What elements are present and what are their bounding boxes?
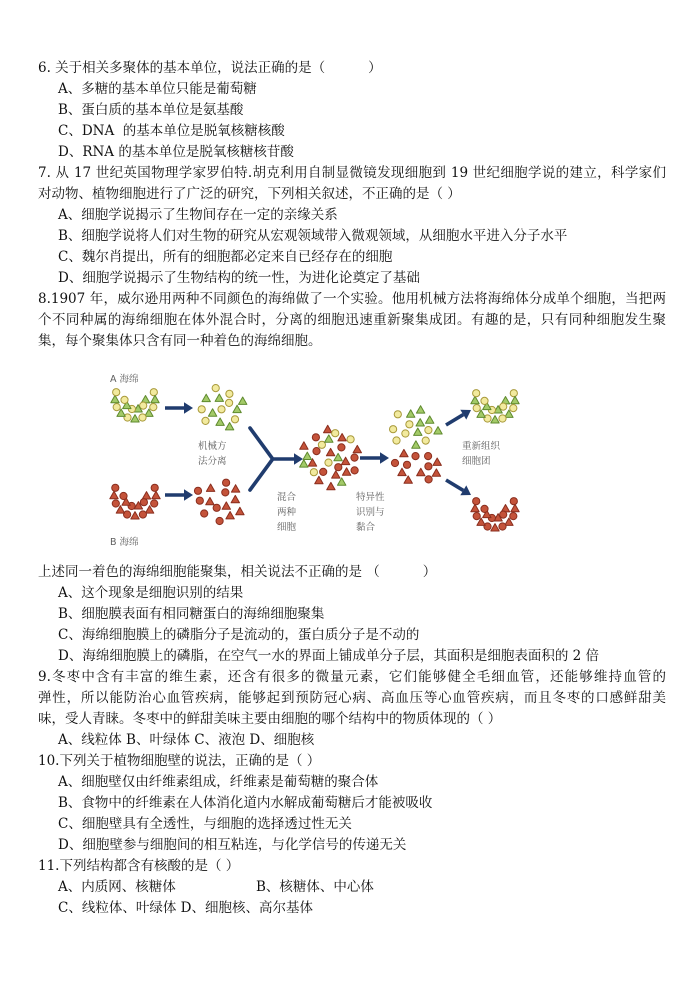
- q8-option-c: C、海绵细胞膜上的磷脂分子是流动的，蛋白质分子是不动的: [58, 627, 420, 643]
- q10-option-c: C、细胞壁具有全透性，与细胞的选择透过性无关: [58, 816, 352, 832]
- cell-triangle: [206, 484, 214, 491]
- sponge-aggregation-diagram: [0, 352, 696, 562]
- arrow-merge-a: [250, 428, 272, 458]
- cell-triangle: [111, 395, 119, 402]
- cell-circle: [223, 479, 230, 486]
- q11-option-a: A、内质网、核糖体: [58, 879, 176, 895]
- q11-options-row-2: [0, 898, 696, 919]
- q8-stem-line-1: 8.1907 年，威尔逊用两种不同颜色的海绵做了一个实验。他用机械方法将海绵体分成单个细胞，当把两: [38, 291, 666, 307]
- cell-circle: [422, 437, 429, 444]
- label-mix-3: 细胞: [277, 522, 297, 533]
- cell-triangle: [233, 405, 241, 412]
- cell-circle: [390, 426, 397, 433]
- cell-triangle: [433, 458, 441, 465]
- cell-triangle: [300, 442, 308, 449]
- q7-option-c: C、魏尔肖提出，所有的细胞都必定来自已经存在的细胞: [58, 249, 393, 265]
- sponge-b-intact: [110, 484, 160, 519]
- arrow-head: [380, 452, 389, 464]
- q8-option-d: D、海绵细胞膜上的磷脂，在空气一水的界面上铺成单分子层，其面积是细胞表面积的 2 倍: [58, 648, 599, 664]
- q9-option-c: C、液泡: [194, 732, 246, 748]
- cell-triangle: [327, 482, 335, 489]
- q8-option-b: B、细胞膜表面有相同糖蛋白的海绵细胞聚集: [58, 606, 325, 622]
- cell-triangle: [326, 448, 334, 455]
- cell-circle: [124, 511, 131, 518]
- cell-triangle: [414, 428, 422, 435]
- cell-triangle: [303, 452, 311, 459]
- cell-circle: [403, 461, 410, 468]
- cell-circle: [338, 444, 345, 451]
- q6-option-d: D、RNA 的基本单位是脱氧核糖核苷酸: [58, 144, 294, 160]
- cell-triangle: [315, 476, 323, 483]
- cell-triangle: [225, 423, 233, 430]
- cell-circle: [425, 427, 432, 434]
- cell-circle: [325, 459, 332, 466]
- diagram-marks: [110, 385, 519, 532]
- sponge-b-reaggregating: [391, 449, 441, 483]
- cell-triangle: [412, 441, 420, 448]
- cell-triangle: [152, 491, 160, 498]
- cell-circle: [500, 403, 507, 410]
- arrow-shaft: [446, 480, 463, 490]
- cell-triangle: [110, 491, 118, 498]
- cell-triangle: [426, 416, 434, 423]
- cell-circle: [112, 484, 119, 491]
- q7-stem-line-2: 对动物、植物细胞进行了广泛的研究，下列相关叙述，不正确的是（ ）: [38, 186, 461, 202]
- arrow-head: [184, 402, 193, 414]
- cell-circle: [139, 511, 146, 518]
- cell-circle: [222, 489, 229, 496]
- cell-circle: [196, 497, 203, 504]
- cell-circle: [510, 390, 517, 397]
- cell-circle: [332, 430, 339, 437]
- cell-triangle: [416, 406, 424, 413]
- cell-triangle: [398, 468, 406, 475]
- cell-circle: [140, 402, 147, 409]
- cell-triangle: [342, 468, 350, 475]
- cell-circle: [150, 389, 157, 396]
- cell-triangle: [407, 410, 415, 417]
- q8-sub-stem: 上述同一着色的海绵细胞能聚集，相关说法不正确的是 （ ）: [38, 564, 437, 580]
- cell-circle: [320, 468, 327, 475]
- cell-circle: [425, 476, 432, 483]
- cell-circle: [481, 505, 488, 512]
- label-sponge-b: B 海绵: [110, 537, 139, 548]
- sponge-b-dissociated: [194, 479, 244, 524]
- label-mechanical-separation-1: 机械方: [198, 441, 227, 452]
- cell-circle: [406, 421, 413, 428]
- q7-option-a: A、细胞学说揭示了生物间存在一定的亲缘关系: [58, 207, 338, 223]
- cell-triangle: [491, 524, 499, 531]
- cell-circle: [425, 453, 432, 460]
- arrow-merge-b: [250, 460, 272, 490]
- q7-stem-line-1: 7. 从 17 世纪英国物理学家罗伯特.胡克利用自制显微镜发现细胞到 19 世纪细胞学说的建立，科学家们: [38, 165, 666, 181]
- cell-circle: [351, 454, 358, 461]
- cell-circle: [139, 414, 146, 421]
- cell-circle: [412, 453, 419, 460]
- arrow-head: [184, 489, 193, 501]
- cell-circle: [393, 437, 400, 444]
- cell-triangle: [404, 476, 412, 483]
- q10-option-d: D、细胞壁参与细胞间的相互粘连，与化学信号的传递无关: [58, 837, 407, 853]
- sponge-experiment-figure: [0, 352, 696, 562]
- cell-triangle: [416, 419, 424, 426]
- cell-triangle: [417, 468, 425, 475]
- q11-option-c: C、线粒体、叶绿体: [58, 900, 177, 916]
- cell-triangle: [332, 471, 340, 478]
- cell-triangle: [334, 453, 342, 460]
- cell-circle: [231, 416, 238, 423]
- cell-circle: [150, 404, 157, 411]
- cell-circle: [201, 510, 208, 517]
- q6-option-a: A、多糖的基本单位只能是葡萄糖: [58, 81, 257, 97]
- cell-triangle: [222, 502, 230, 509]
- label-recognition-2: 识别与: [356, 507, 385, 518]
- cell-circle: [473, 390, 480, 397]
- label-mix-1: 混合: [277, 492, 297, 503]
- cell-circle: [140, 499, 147, 506]
- cell-triangle: [215, 394, 223, 401]
- cell-circle: [473, 405, 480, 412]
- cell-triangle: [239, 397, 247, 404]
- cell-circle: [481, 397, 488, 404]
- cell-circle: [510, 513, 517, 520]
- cell-triangle: [226, 512, 234, 519]
- cell-circle: [216, 517, 223, 524]
- cell-triangle: [131, 415, 139, 422]
- cell-circle: [310, 469, 317, 476]
- q8-stem-line-3: 集，每个聚集体只含有同一种着色的海绵细胞。: [38, 333, 322, 349]
- cell-triangle: [151, 395, 159, 402]
- diagram-labels: [110, 373, 501, 548]
- q6-option-b: B、蛋白质的基本单位是氨基酸: [58, 102, 244, 118]
- arrow-dissociate-a: [165, 402, 193, 414]
- q8-stem-line-2: 个不同种属的海绵细胞在体外混合时，分离的细胞迅速重新聚集成团。有趣的是，只有同种细胞发生聚: [38, 312, 666, 328]
- arrow-mix: [271, 453, 303, 465]
- cell-triangle: [434, 427, 442, 434]
- cell-circle: [113, 389, 120, 396]
- q9-option-b: B、叶绿体: [126, 732, 190, 748]
- cell-triangle: [511, 396, 519, 403]
- cell-triangle: [353, 445, 361, 452]
- label-reorganize-1: 重新组织: [462, 441, 501, 452]
- q9-option-a: A、线粒体: [58, 732, 122, 748]
- cell-triangle: [236, 507, 244, 514]
- cell-triangle: [325, 435, 333, 442]
- mixed-cells: [300, 425, 362, 490]
- cell-circle: [218, 406, 225, 413]
- label-mix-2: 两种: [277, 507, 297, 518]
- label-recognition-3: 黏合: [356, 522, 376, 533]
- cell-triangle: [471, 396, 479, 403]
- cell-circle: [113, 404, 120, 411]
- label-recognition-1: 特异性: [356, 492, 385, 503]
- q11-options-row-1: [0, 877, 696, 898]
- label-mechanical-separation-2: 法分离: [198, 456, 227, 467]
- cell-circle: [391, 459, 398, 466]
- q9-stem-line-2: 弹性，所以能防治心血管疾病，能够起到预防冠心病、高血压等心血管疾病，而且冬枣的口感鲜甜美: [38, 690, 666, 706]
- cell-triangle: [491, 416, 499, 423]
- cell-triangle: [338, 434, 346, 441]
- cell-circle: [202, 417, 209, 424]
- cell-triangle: [432, 469, 440, 476]
- arrow-dissociate-b: [165, 489, 193, 501]
- cell-circle: [402, 430, 409, 437]
- cell-circle: [151, 500, 158, 507]
- cell-circle: [473, 498, 480, 505]
- sponge-a-reorganized: [471, 390, 519, 423]
- cell-circle: [473, 513, 480, 520]
- q9-stem-line-3: 味，受人青睐。冬枣中的鲜甜美味主要由细胞的哪个结构中的物质体现的（ ）: [38, 711, 502, 727]
- cell-circle: [226, 399, 233, 406]
- cell-triangle: [338, 478, 346, 485]
- exam-content: [0, 58, 696, 919]
- q8-option-a: A、这个现象是细胞识别的结果: [58, 585, 244, 601]
- cell-triangle: [142, 492, 150, 499]
- q10-stem: 10.下列关于植物细胞壁的说法，正确的是（ ）: [38, 753, 321, 769]
- cell-circle: [510, 405, 517, 412]
- cell-triangle: [206, 497, 214, 504]
- cell-circle: [499, 523, 506, 530]
- arrow-recognition: [360, 452, 389, 464]
- cell-circle: [121, 396, 128, 403]
- label-reorganize-2: 细胞团: [462, 456, 491, 467]
- cell-circle: [394, 411, 401, 418]
- cell-circle: [112, 500, 119, 507]
- cell-triangle: [400, 449, 408, 456]
- cell-circle: [151, 484, 158, 491]
- cell-triangle: [300, 460, 308, 467]
- q10-option-a: A、细胞壁仅由纤维素组成，纤维素是葡萄糖的聚合体: [58, 774, 379, 790]
- arrow-reorganize-a: [446, 410, 471, 425]
- cell-circle: [425, 463, 432, 470]
- cell-circle: [194, 487, 201, 494]
- q7-option-d: D、细胞学说揭示了生物结构的统一性，为进化论奠定了基础: [58, 270, 420, 286]
- cell-triangle: [324, 425, 332, 432]
- q11-option-b: B、核糖体、中心体: [256, 879, 374, 895]
- q6-option-c: C、DNA 的基本单位是脱氧核糖核酸: [58, 123, 285, 139]
- arrow-shaft: [446, 415, 463, 425]
- cell-circle: [500, 511, 507, 518]
- cell-triangle: [202, 394, 210, 401]
- cell-triangle: [471, 504, 479, 511]
- sponge-b-reorganized: [471, 498, 519, 531]
- cell-circle: [313, 448, 320, 455]
- sponge-a-intact: [111, 389, 159, 422]
- cell-triangle: [131, 512, 139, 519]
- q9-option-d: D、细胞核: [249, 732, 315, 748]
- q9-options-row: [0, 730, 696, 751]
- q9-stem-line-1: 9.冬枣中含有丰富的维生素，还含有很多的微量元素，它们能够健全毛细血管，还能够维持血管的: [38, 669, 666, 685]
- sponge-a-reaggregating: [390, 406, 443, 449]
- cell-circle: [120, 492, 127, 499]
- cell-circle: [347, 436, 354, 443]
- cell-triangle: [231, 495, 239, 502]
- arrow-reorganize-b: [446, 480, 471, 495]
- label-sponge-a: A 海绵: [110, 374, 139, 385]
- cell-triangle: [216, 418, 224, 425]
- cell-circle: [312, 434, 319, 441]
- cell-circle: [499, 415, 506, 422]
- cell-circle: [510, 498, 517, 505]
- sponge-a-dissociated: [198, 385, 247, 430]
- q6-stem: 6. 关于相关多聚体的基本单位，说法正确的是（ ）: [38, 60, 382, 76]
- q10-option-b: B、食物中的纤维素在人体消化道内水解成葡萄糖后才能被吸收: [58, 795, 433, 811]
- cell-circle: [212, 385, 219, 392]
- cell-circle: [335, 464, 342, 471]
- cell-triangle: [511, 504, 519, 511]
- cell-circle: [351, 467, 358, 474]
- cell-triangle: [231, 485, 239, 492]
- cell-triangle: [208, 409, 216, 416]
- cell-circle: [226, 390, 233, 397]
- q7-option-b: B、细胞学说将人们对生物的研究从宏观领域带入微观领域，从细胞水平进入分子水平: [58, 228, 568, 244]
- cell-circle: [198, 406, 205, 413]
- q11-option-d: D、细胞核、高尔基体: [180, 900, 313, 916]
- q11-stem: 11.下列结构都含有核酸的是（ ）: [38, 858, 240, 874]
